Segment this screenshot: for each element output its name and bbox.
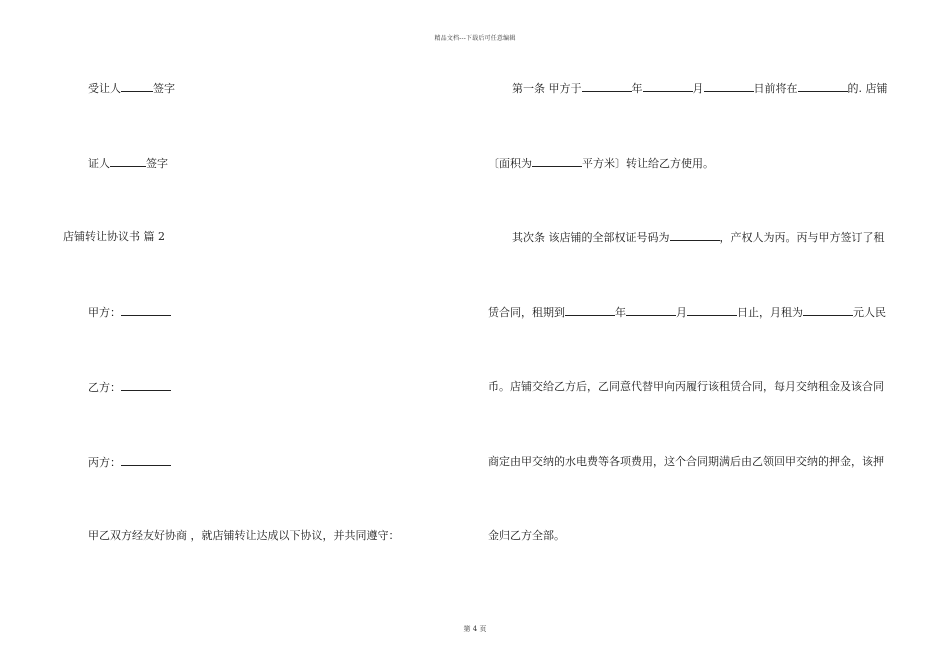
party-b-blank <box>121 380 171 391</box>
location-blank <box>798 81 848 92</box>
article-two-text-4: 商定由甲交纳的水电费等各项费用，这个合同期满后由乙领回甲交纳的押金，该押 <box>488 455 884 468</box>
lease-year-blank <box>565 305 615 316</box>
article-two-prefix: 其次条 该店铺的全部权证号码为 <box>512 231 670 244</box>
article-two-line-2 <box>488 305 886 320</box>
lease-prefix: 赁合同，租期到 <box>488 306 565 319</box>
location-prefix: 日前将在 <box>753 82 798 95</box>
rent-suffix: 元人民 <box>853 306 886 319</box>
witness-sign-label: 签字 <box>146 157 168 170</box>
article-one-prefix: 第一条 甲方于 <box>512 82 582 95</box>
party-b-label: 乙方： <box>88 381 121 394</box>
agreement-intro <box>88 529 400 543</box>
assignee-sign-label: 签字 <box>153 82 175 95</box>
year-label: 年 <box>631 82 643 95</box>
lease-month-label: 月 <box>676 306 687 319</box>
rent-blank <box>803 305 853 316</box>
party-c-line <box>88 455 171 470</box>
month-label: 月 <box>692 82 704 95</box>
witness-label: 证人 <box>88 157 110 170</box>
month-blank <box>643 81 693 92</box>
page-header: 精品文档---下载后可任意编辑 <box>434 35 516 42</box>
party-b-line <box>88 380 171 395</box>
article-two-line-5 <box>488 529 565 543</box>
area-suffix: 平方米〕转让给乙方使用。 <box>582 157 714 170</box>
witness-signature-line <box>88 156 168 171</box>
area-blank <box>532 156 582 167</box>
party-c-label: 丙方： <box>88 456 121 469</box>
section-title <box>63 230 165 244</box>
rent-prefix: 日止，月租为 <box>737 306 803 319</box>
witness-blank <box>110 156 146 167</box>
article-one-line-1 <box>512 81 888 96</box>
party-a-blank <box>121 305 171 316</box>
lease-day-blank <box>687 305 737 316</box>
lease-month-blank <box>626 305 676 316</box>
store-label: 的. 店铺 <box>847 82 888 95</box>
article-two-text-5: 金归乙方全部。 <box>488 529 565 542</box>
article-two-text-3: 币。店铺交给乙方后，乙同意代替甲向丙履行该租赁合同，每月交纳租金及该合同 <box>488 380 884 393</box>
agreement-intro-text: 甲乙双方经友好协商 ，就店铺转让达成以下协议，并共同遵守： <box>88 529 400 542</box>
assignee-label: 受让人 <box>88 82 121 95</box>
area-prefix: 〔面积为 <box>488 157 532 170</box>
cert-number-blank <box>670 230 720 241</box>
day-blank <box>704 81 754 92</box>
article-one-line-2 <box>488 156 714 171</box>
article-two-suffix: ，产权人为丙。丙与甲方签订了租 <box>719 231 885 244</box>
party-a-label: 甲方： <box>88 306 121 319</box>
assignee-blank <box>121 81 153 92</box>
article-two-line-4 <box>488 455 884 469</box>
year-blank <box>582 81 632 92</box>
page-number: 第 4 页 <box>463 625 487 633</box>
section-title-text: 店铺转让协议书 篇 2 <box>63 230 165 243</box>
party-c-blank <box>121 455 171 466</box>
party-a-line <box>88 305 171 320</box>
article-two-line-3 <box>488 380 884 394</box>
lease-year-label: 年 <box>615 306 626 319</box>
assignee-signature-line <box>88 81 175 96</box>
article-two-line-1 <box>512 230 885 245</box>
